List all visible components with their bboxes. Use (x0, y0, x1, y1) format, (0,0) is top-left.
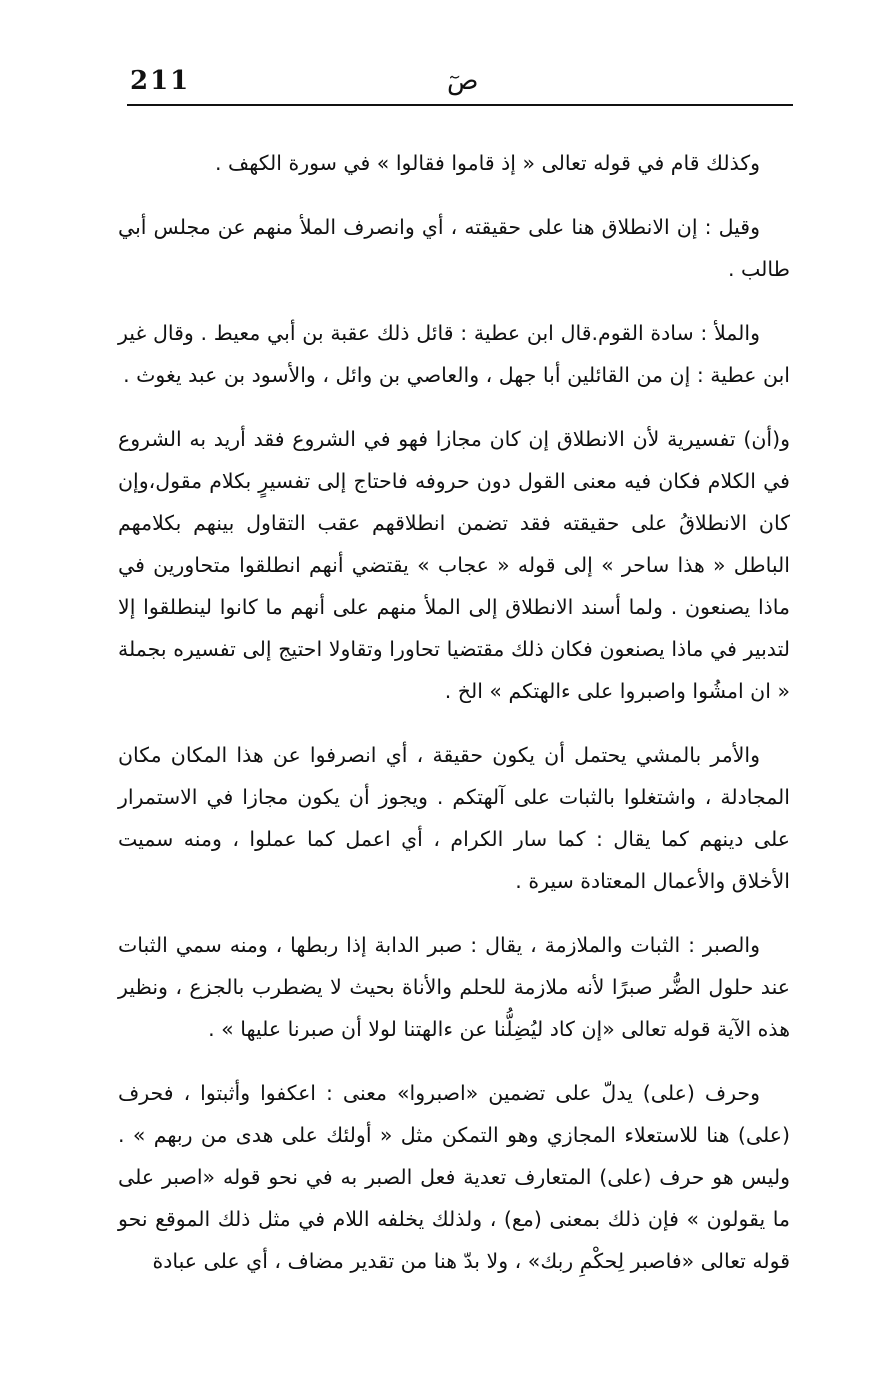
paragraph: وكذلك قام في قوله تعالى « إذ قاموا فقالوا » في سورة الكهف . (215, 151, 760, 175)
paragraph: وقيل : إن الانطلاق هنا على حقيقته ، أي وانصرف الملأ منهم عن مجلس أبي طالب . (118, 215, 790, 281)
page-header (127, 66, 793, 106)
paragraph: والملأ : سادة القوم.قال ابن عطية : قائل ذلك عقبة بن أبي معيط . وقال غير ابن عطية : إن من القائلين أبا جهل ، والعاصي بن وائل ، والأسود بن عبد يغوث . (118, 321, 790, 387)
surah-letter: صٓ (447, 66, 479, 96)
paragraph: والصبر : الثبات والملازمة ، يقال : صبر الدابة إذا ربطها ، ومنه سمي الثبات عند حلول الضُّر صبرًا لأنه ملازمة للحلم والأناة بحيث لا يضطرب بالجزع ، ونظير هذه الآية قوله تعالى «إن كاد ليُضِلُّنا عن ءالهتنا لولا أن صبرنا عليها » . (118, 933, 790, 1041)
paragraph: و(أن) تفسيرية لأن الانطلاق إن كان مجازا فهو في الشروع فقد أريد به الشروع في الكلام فكان فيه معنى القول دون حروفه فاحتاج إلى تفسيرٍ بكلام مقول،وإن كان الانطلاقُ على حقيقته فقد تضمن انطلاقهم عقب التقاول بينهم بكلامهم الباطل « هذا ساحر » إلى قوله « عجاب » يقتضي أنهم انطلقوا متحاورين في ماذا يصنعون . ولما أسند الانطلاق إلى الملأ منهم على أنهم ما كانوا لينطلقوا إلا لتدبير في ماذا يصنعون فكان ذلك مقتضيا تحاورا وتقاولا احتيج إلى تفسيره بجملة « ان امشُوا واصبروا على ءالهتكم » الخ . (118, 427, 790, 703)
paragraph: وحرف (على) يدلّ على تضمين «اصبروا» معنى : اعكفوا وأثبتوا ، فحرف (على) هنا للاستعلاء المجازي وهو التمكن مثل « أولئك على هدى من ربهم » . وليس هو حرف (على) المتعارف تعدية فعل الصبر به في نحو قوله «اصبر على ما يقولون » فإن ذلك بمعنى (مع) ، ولذلك يخلفه اللام في مثل ذلك الموقع نحو قوله تعالى «فاصبر لِحكْمِ ربك» ، ولا بدّ هنا من تقدير مضاف ، أي على عبادة (118, 1081, 790, 1273)
paragraph: والأمر بالمشي يحتمل أن يكون حقيقة ، أي انصرفوا عن هذا المكان مكان المجادلة ، واشتغلوا بالثبات على آلهتكم . ويجوز أن يكون مجازا في الاستمرار على دينهم كما يقال : كما سار الكرام ، أي اعمل كما عملوا ، ومنه سميت الأخلاق والأعمال المعتادة سيرة . (118, 743, 790, 893)
page-number: 211 (130, 66, 191, 96)
body-text (118, 142, 790, 1304)
